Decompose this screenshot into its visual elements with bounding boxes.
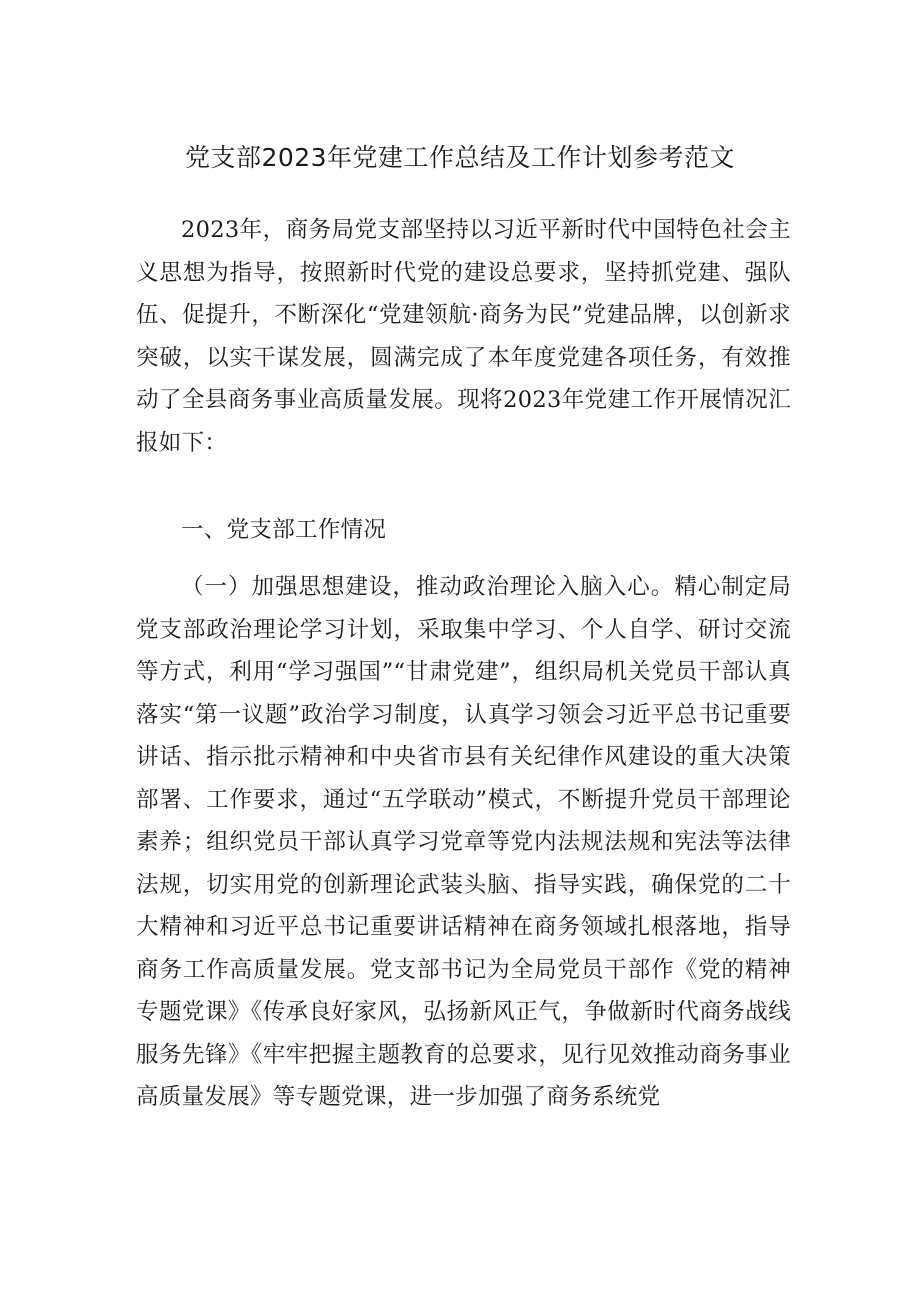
section-paragraph: （一）加强思想建设，推动政治理论入脑入心。精心制定局党支部政治理论学习计划，采取集中学习、个人自学、研讨交流等方式，利用“学习强国”“甘肃党建”，组织局机关党员干部认真落实“第一议题”政治学习制度，认真学习领会习近平总书记重要讲话、指示批示精神和中央省市县有关纪律作风建设的重大决策部署、工作要求，通过“五学联动”模式，不断提升党员干部理论素养；组织党员干部认真学习党章等党内法规法规和宪法等法律法规，切实用党的创新理论武装头脑、指导实践，确保党的二十大精神和习近平总书记重要讲话精神在商务领域扎根落地，指导商务工作高质量发展。党支部书记为全局党员干部作《党的精神专题党课》《传承良好家风，弘扬新风正气，争做新时代商务战线服务先锋》《牢牢把握主题教育的总要求，见行见效推动商务事业高质量发展》等专题党课，进一步加强了商务系统党	[136, 574, 791, 1110]
intro-paragraph: 2023年，商务局党支部坚持以习近平新时代中国特色社会主义思想为指导，按照新时代党的建设总要求，坚持抓党建、强队伍、促提升，不断深化“党建领航·商务为民”党建品牌，以创新求突破，以实干谋发展，圆满完成了本年度党建各项任务，有效推动了全县商务事业高质量发展。现将2023年党建工作开展情况汇报如下：	[136, 217, 791, 456]
section-heading: 一、党支部工作情况	[181, 517, 387, 543]
document-title: 党支部2023年党建工作总结及工作计划参考范文	[184, 143, 736, 172]
